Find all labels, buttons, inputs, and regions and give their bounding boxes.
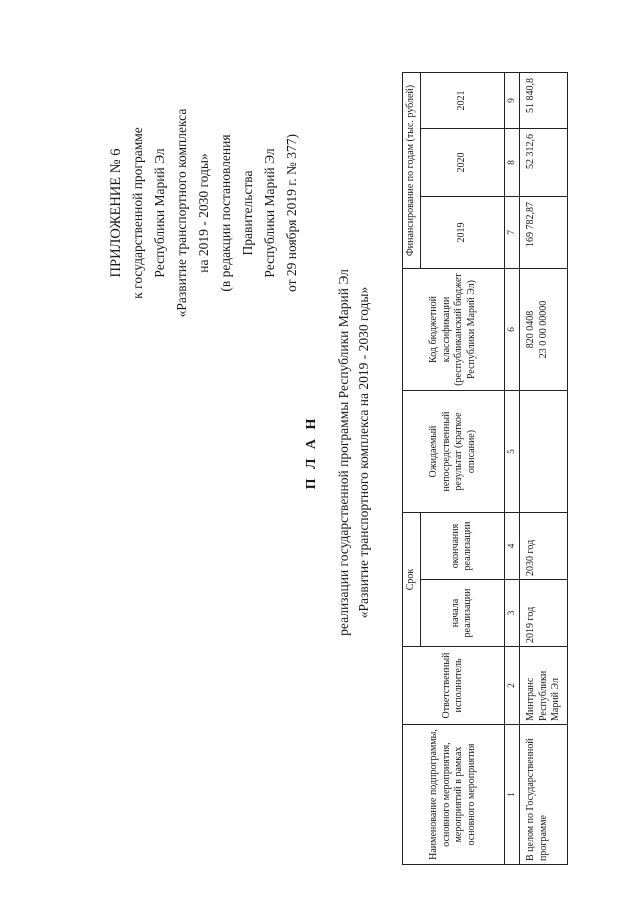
row-code-line-1: 820 0408 [525,310,536,349]
column-number: 4 [504,513,520,580]
appendix-line: «Развитие транспортного комплекса [174,108,189,318]
appendix-line: Правительства [240,170,255,256]
appendix-line: ПРИЛОЖЕНИЕ № 6 [108,148,124,278]
appendix-line: Республики Марий Эл [152,148,167,278]
column-number: 3 [504,580,520,647]
row-code [520,269,568,391]
plan-title: П Л А Н [304,415,319,490]
header-executor: Ответственный исполнитель [403,647,505,725]
plan-table [402,72,568,865]
column-number-row [504,73,520,865]
appendix-block [105,43,303,383]
header-financing: Финансирование по годам (тыс. рублей) [403,73,421,269]
header-term-end: окончания реализации [420,513,504,580]
header-term: Срок [403,513,421,647]
header-term-start: начала реализации [420,580,504,647]
header-result: Ожидаемый непосредственный результат (краткое описание) [403,391,505,513]
row-name: В целом по Государственной программе [520,725,568,865]
appendix-line: от 29 ноября 2019 г. № 377) [284,134,299,292]
column-number: 6 [504,269,520,391]
column-number: 5 [504,391,520,513]
header-name: Наименование подпрограммы, основного мероприятия, мероприятий в рамках основного мероприятия [403,725,505,865]
plan-subtitle-line-2: «Развитие транспортного комплекса на 2019 - 2030 годы» [356,286,371,619]
row-executor: Минтранс Республики Марий Эл [520,647,568,725]
header-year-2019: 2019 [420,197,504,269]
header-row-1 [403,73,421,865]
header-code: Код бюджетной классификации (республиканский бюджет Республики Марий Эл) [403,269,505,391]
appendix-line: на 2019 - 2030 годы» [196,153,211,273]
column-number: 2 [504,647,520,725]
appendix-line: Республики Марий Эл [262,148,277,278]
row-fin-2021: 51 840,8 [520,73,568,129]
row-end: 2030 год [520,513,568,580]
plan-subtitle-line-1: реализации государственной программы Республики Марий Эл [336,269,351,636]
column-number: 8 [504,129,520,197]
row-result [520,391,568,513]
header-year-2020: 2020 [420,129,504,197]
row-code-line-2: 23 0 00 00000 [537,300,549,359]
column-number: 7 [504,197,520,269]
appendix-line: (в редакции постановления [218,134,233,292]
row-fin-2019: 169 782,87 [520,197,568,269]
row-start: 2019 год [520,580,568,647]
row-fin-2020: 52 312,6 [520,129,568,197]
header-year-2021: 2021 [420,73,504,129]
table-row [520,73,568,865]
appendix-line: к государственной программе [130,127,145,299]
column-number: 9 [504,73,520,129]
column-number: 1 [504,725,520,865]
